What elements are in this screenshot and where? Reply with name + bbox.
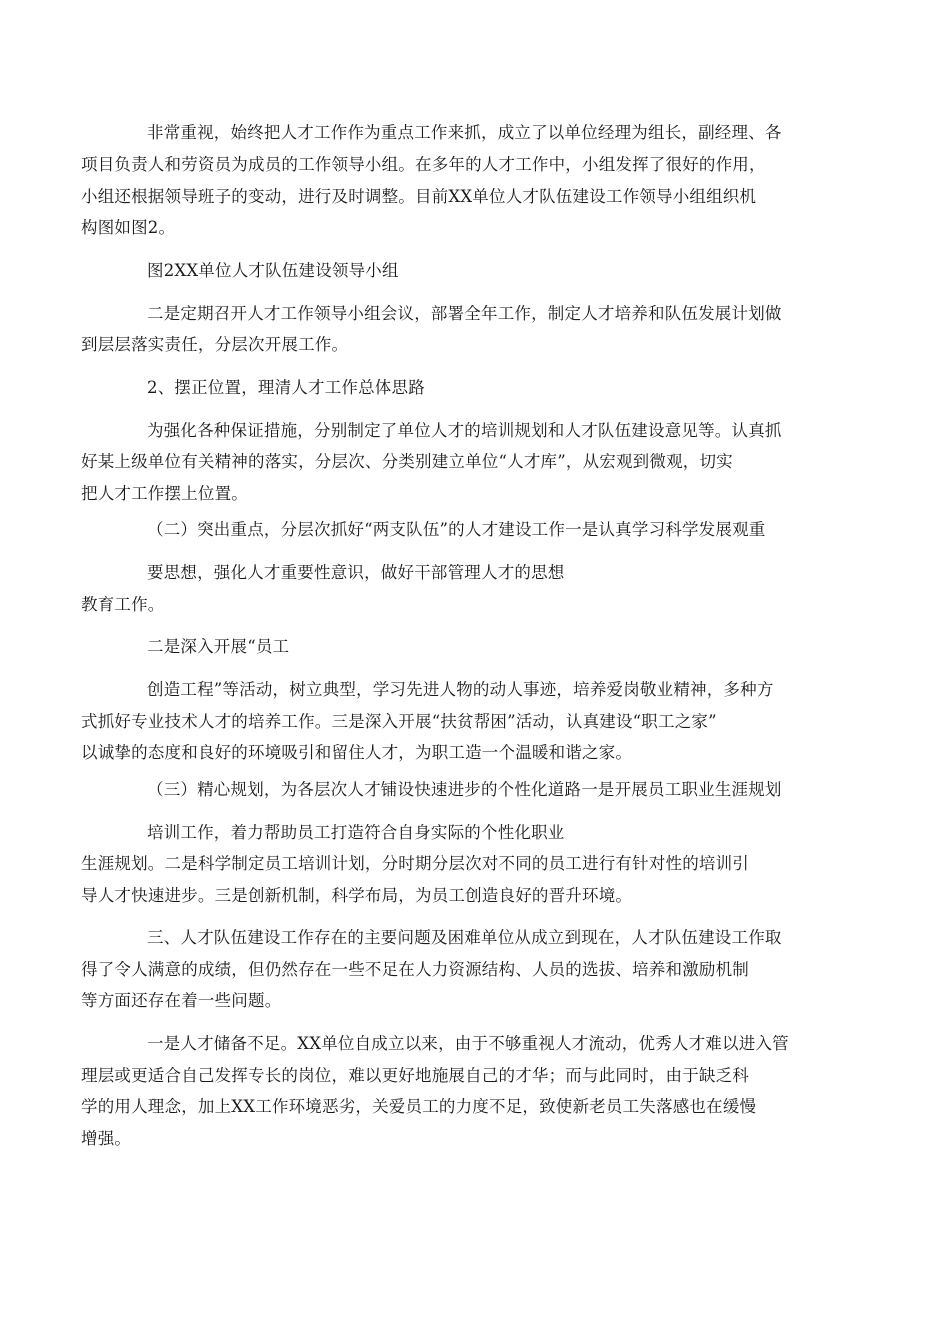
paragraph-line: 要思想，强化人才重要性意识，做好干部管理人才的思想 (147, 563, 565, 582)
paragraph-line: 把人才工作摆上位置。 (81, 484, 248, 503)
paragraph-line: 等方面还存在着一些问题。 (81, 991, 282, 1010)
paragraph-line: 式抓好专业技术人才的培养工作。三是深入开展“扶贫帮困”活动，认真建设“职工之家” (81, 712, 717, 731)
paragraph-line: 为强化各种保证措施，分别制定了单位人才的培训规划和人才队伍建设意见等。认真抓 (147, 421, 782, 440)
paragraph-line: 小组还根据领导班子的变动，进行及时调整。目前XX单位人才队伍建设工作领导小组组织机 (81, 187, 757, 206)
section-heading: 2、摆正位置，理清人才工作总体思路 (147, 378, 425, 397)
paragraph-line: 三、人才队伍建设工作存在的主要问题及困难单位从成立到现在，人才队伍建设工作取 (147, 928, 782, 947)
paragraph-line: 非常重视，始终把人才工作作为重点工作来抓，成立了以单位经理为组长，副经理、各 (147, 123, 782, 142)
paragraph-line: 培训工作，着力帮助员工打造符合自身实际的个性化职业 (147, 823, 565, 842)
paragraph-line: 增强。 (81, 1129, 132, 1148)
paragraph-line: 导人才快速进步。三是创新机制，科学布局，为员工创造良好的晋升环境。 (81, 886, 633, 905)
paragraph-line: 创造工程”等活动，树立典型，学习先进人物的动人事迹，培养爱岗敬业精神，多种方 (147, 680, 774, 699)
section-heading: （二）突出重点，分层次抓好“两支队伍”的人才建设工作一是认真学习科学发展观重 (147, 520, 766, 539)
paragraph-line: 生涯规划。二是科学制定员工培训计划，分时期分层次对不同的员工进行有针对性的培训引 (81, 854, 749, 873)
paragraph-line: 一是人才储备不足。XX单位自成立以来，由于不够重视人才流动，优秀人才难以进入管 (147, 1034, 789, 1053)
paragraph-line: 理层或更适合自己发挥专长的岗位，难以更好地施展自己的才华；而与此同时，由于缺乏科 (81, 1066, 749, 1085)
paragraph-line: 二是深入开展“员工 (147, 637, 290, 656)
section-heading: （三）精心规划，为各层次人才铺设快速进步的个性化道路一是开展员工职业生涯规划 (147, 780, 782, 799)
paragraph-line: 教育工作。 (81, 595, 165, 614)
paragraph-line: 好某上级单位有关精神的落实，分层次、分类别建立单位“人才库”，从宏观到微观，切实 (81, 452, 733, 471)
paragraph-line: 学的用人理念，加上XX工作环境恶劣，关爱员工的力度不足，致使新老员工失落感也在缓慢 (81, 1097, 757, 1116)
paragraph-line: 项目负责人和劳资员为成员的工作领导小组。在多年的人才工作中，小组发挥了很好的作用， (81, 155, 766, 174)
paragraph-line: 构图如图2。 (81, 218, 176, 237)
figure-caption: 图2XX单位人才队伍建设领导小组 (147, 261, 399, 280)
paragraph-line: 到层层落实责任，分层次开展工作。 (81, 335, 349, 354)
paragraph-line: 二是定期召开人才工作领导小组会议，部署全年工作，制定人才培养和队伍发展计划做 (147, 304, 782, 323)
paragraph-line: 得了令人满意的成绩，但仍然存在一些不足在人力资源结构、人员的选拔、培养和激励机制 (81, 960, 749, 979)
paragraph-line: 以诚挚的态度和良好的环境吸引和留住人才，为职工造一个温暖和谐之家。 (81, 743, 633, 762)
